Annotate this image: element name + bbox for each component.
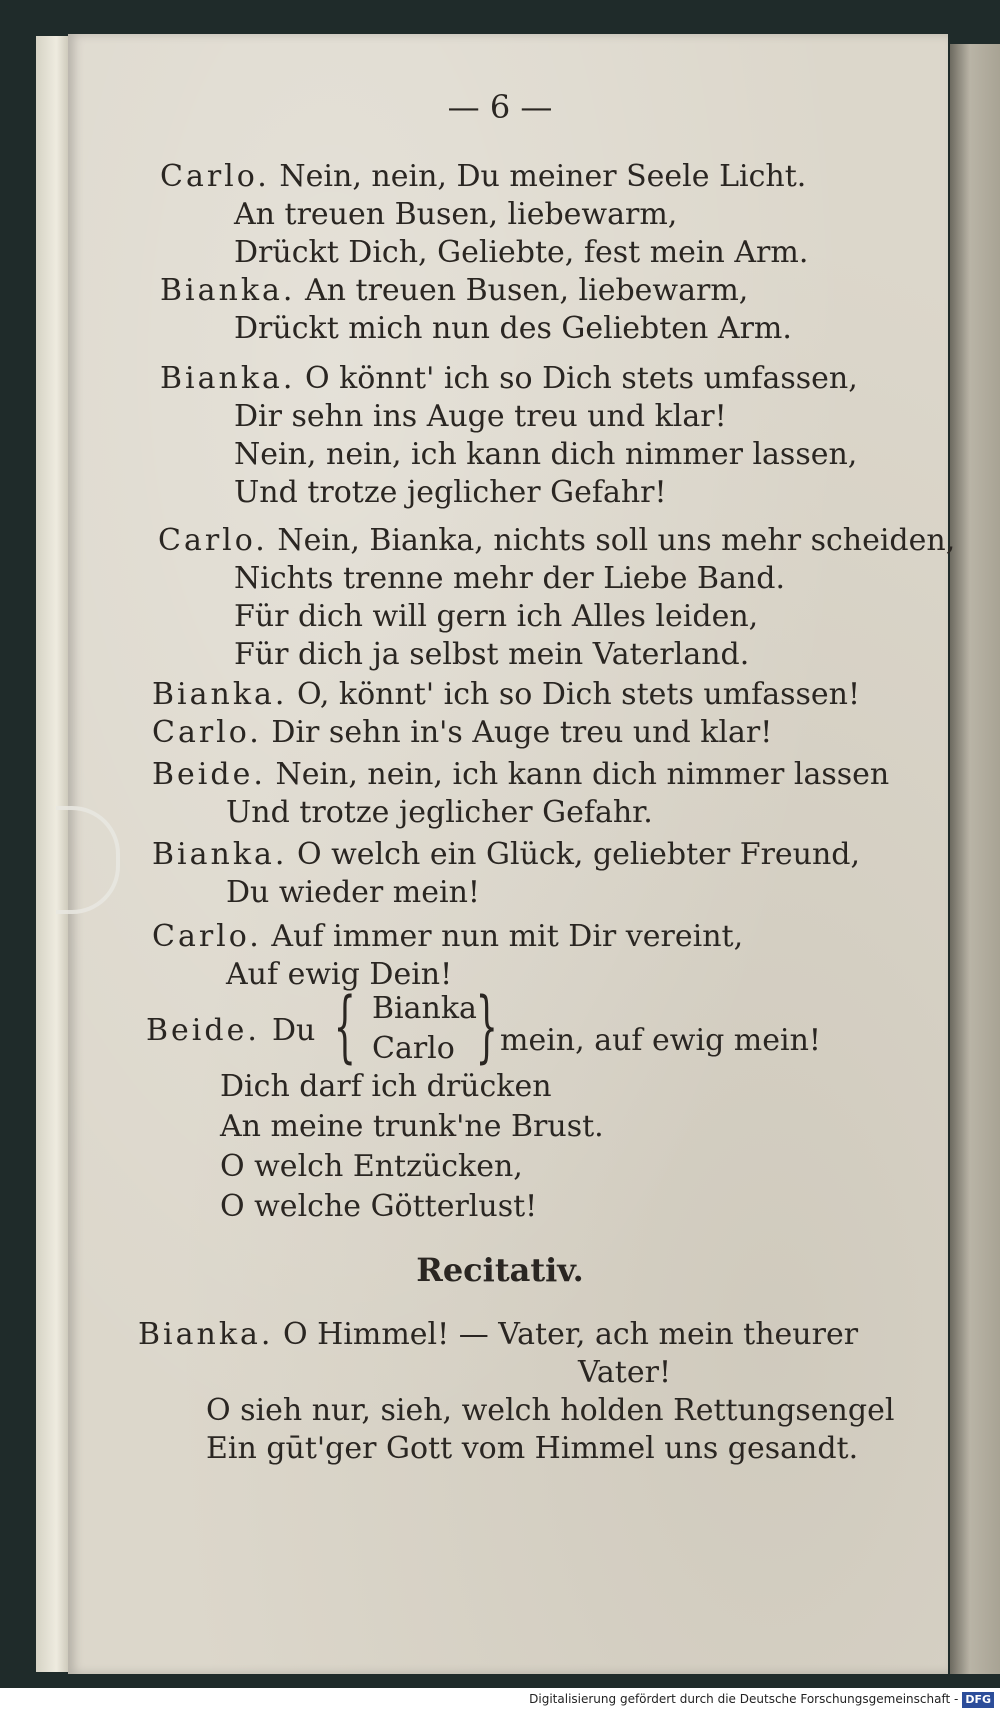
line-text: Nein, nein, ich kann dich nimmer lassen,	[234, 437, 858, 472]
text-line	[152, 836, 860, 873]
speaker-name: Carlo.	[152, 715, 262, 750]
text-line	[220, 1108, 604, 1145]
line-text: Drückt Dich, Geliebte, fest mein Arm.	[234, 235, 809, 270]
line-text: An meine trunk'ne Brust.	[220, 1109, 604, 1144]
line-text: O welch Entzücken,	[220, 1149, 523, 1184]
text-line	[234, 234, 808, 271]
line-text: Dir sehn in's Auge treu und klar!	[271, 715, 773, 750]
text-line	[234, 436, 857, 473]
duet-suffix: mein, auf ewig mein!	[500, 1023, 821, 1058]
line-text: Drückt mich nun des Geliebten Arm.	[234, 311, 792, 346]
text-line	[152, 714, 772, 751]
digitization-footer	[0, 1688, 1000, 1711]
text-line	[234, 474, 667, 511]
line-text: Nichts trenne mehr der Liebe Band.	[234, 561, 786, 596]
line-text: O könnt' ich so Dich stets umfassen,	[305, 361, 858, 396]
text-line	[578, 1354, 671, 1391]
line-text: Du wieder mein!	[226, 875, 480, 910]
text-line	[234, 196, 677, 233]
text-line	[160, 158, 806, 195]
text-line	[152, 756, 889, 793]
duet-name-carlo: Carlo	[372, 1031, 455, 1066]
text-line	[220, 1148, 523, 1185]
speaker-name: Bianka.	[160, 361, 296, 396]
dfg-logo: DFG	[962, 1692, 994, 1708]
speaker-name: Beide.	[152, 757, 266, 792]
speaker-name: Carlo.	[160, 159, 270, 194]
speaker-name: Bianka.	[138, 1317, 274, 1352]
speaker-name: Carlo.	[158, 523, 268, 558]
text-line	[226, 874, 480, 911]
book-right-edge	[950, 44, 1000, 1674]
line-text: Dir sehn ins Auge treu und klar!	[234, 399, 727, 434]
text-line	[158, 522, 955, 559]
line-text: Ein gūt'ger Gott vom Himmel uns gesandt.	[206, 1431, 859, 1466]
text-line	[234, 310, 792, 347]
text-line	[226, 794, 653, 831]
footer-text: Digitalisierung gefördert durch die Deutsche Forschungsgemeinschaft -	[529, 1692, 959, 1706]
duet-name-bianka: Bianka	[372, 991, 477, 1026]
speaker-name: Carlo.	[152, 919, 262, 954]
text-line	[234, 636, 749, 673]
line-text: Und trotze jeglicher Gefahr!	[234, 475, 667, 510]
speaker-name: Bianka.	[152, 677, 288, 712]
line-text: Für dich ja selbst mein Vaterland.	[234, 637, 750, 672]
text-line	[160, 272, 748, 309]
text-line	[206, 1430, 858, 1467]
line-text: Vater!	[578, 1355, 672, 1390]
duet-prefix: Du	[272, 1013, 316, 1048]
line-text: Nein, nein, ich kann dich nimmer lassen	[275, 757, 890, 792]
text-line	[206, 1392, 894, 1429]
section-heading: Recitativ.	[416, 1251, 584, 1289]
speaker-name: Beide.	[146, 1013, 260, 1048]
line-text: O welch ein Glück, geliebter Freund,	[297, 837, 861, 872]
text-line	[220, 1188, 537, 1225]
line-text: Auf immer nun mit Dir vereint,	[271, 919, 744, 954]
text-line	[234, 560, 785, 597]
line-text: An treuen Busen, liebewarm,	[305, 273, 749, 308]
line-text: Dich darf ich drücken	[220, 1069, 552, 1104]
text-line	[160, 360, 858, 397]
text-line	[152, 676, 860, 713]
text-line	[138, 1316, 858, 1353]
left-brace: {	[333, 982, 356, 1072]
line-text: Und trotze jeglicher Gefahr.	[226, 795, 653, 830]
right-brace: }	[475, 982, 498, 1072]
line-text: O, könnt' ich so Dich stets umfassen!	[297, 677, 861, 712]
text-line	[152, 918, 743, 955]
line-text: Auf ewig Dein!	[226, 957, 453, 992]
line-text: O sieh nur, sieh, welch holden Rettungsengel	[206, 1393, 895, 1428]
text-line	[234, 398, 727, 435]
line-text: An treuen Busen, liebewarm,	[234, 197, 678, 232]
line-text: Nein, nein, Du meiner Seele Licht.	[279, 159, 807, 194]
speaker-name: Bianka.	[152, 837, 288, 872]
page-number: — 6 —	[447, 88, 553, 126]
speaker-name: Bianka.	[160, 273, 296, 308]
line-text: O welche Götterlust!	[220, 1189, 538, 1224]
text-line	[220, 1068, 552, 1105]
line-text: Nein, Bianka, nichts soll uns mehr scheiden,	[277, 523, 956, 558]
line-text: Für dich will gern ich Alles leiden,	[234, 599, 759, 634]
text-line	[234, 598, 758, 635]
line-text: O Himmel! — Vater, ach mein theurer	[283, 1317, 859, 1352]
